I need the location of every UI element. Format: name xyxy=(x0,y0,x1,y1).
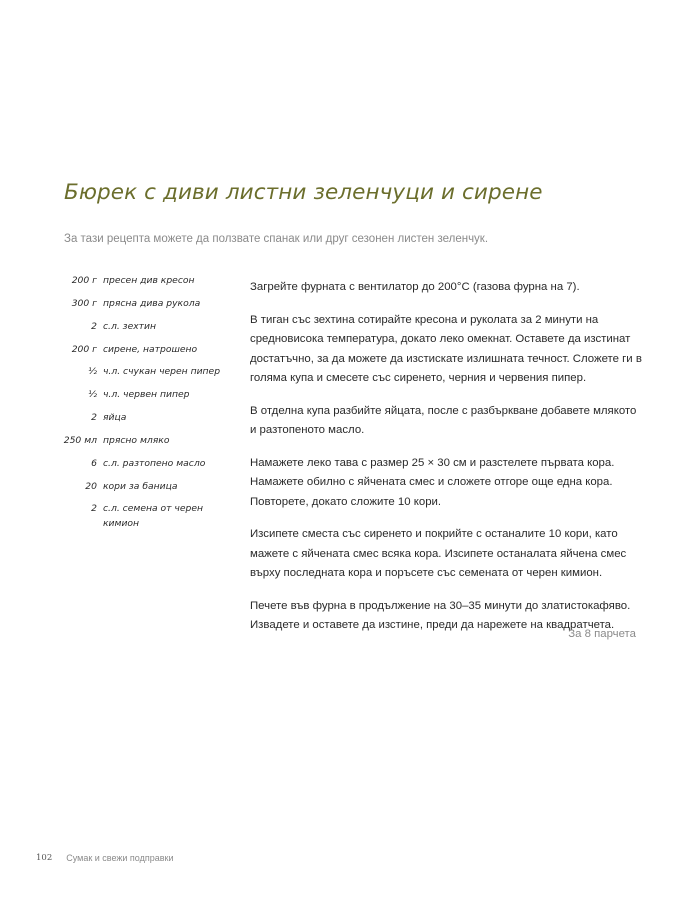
ingredients-list xyxy=(58,274,233,540)
ingredient-item xyxy=(58,365,233,379)
section-title: Сумак и свежи подправки xyxy=(66,853,174,863)
ingredient-quantity: 2 xyxy=(91,503,97,515)
ingredient-item xyxy=(58,343,233,357)
ingredient-quantity: 300 г xyxy=(71,297,97,309)
ingredient-item xyxy=(58,502,233,531)
ingredient-item xyxy=(58,457,233,471)
method-step: Загрейте фурната с вентилатор до 200°С (газова фурна на 7). xyxy=(250,281,580,293)
ingredient-quantity: 200 г xyxy=(71,343,97,355)
ingredient-name: с.л. зехтин xyxy=(103,320,156,332)
ingredient-quantity: 6 xyxy=(91,457,97,469)
ingredient-name: кори за баница xyxy=(103,480,178,492)
ingredient-item xyxy=(58,320,233,334)
servings-note: За 8 парчета xyxy=(568,628,636,640)
ingredient-item xyxy=(58,297,233,311)
page-number: 102 xyxy=(36,853,53,863)
recipe-intro: За тази рецепта можете да ползвате спанак или друг сезонен листен зеленчук. xyxy=(64,233,489,245)
ingredient-name: сирене, натрошено xyxy=(103,343,198,355)
method-step: Печете във фурна в продължение на 30–35 минути до златистокафяво. Извадете и оставете да изстине, преди да нарежете на квадратчета. xyxy=(250,599,631,631)
ingredient-name: с.л. семена от черен кимион xyxy=(103,503,203,529)
ingredient-name: прясна дива рукола xyxy=(103,297,201,309)
method-step: В тиган със зехтина сотирайте кресона и руколата за 2 минути на средновисока температура, докато леко омекнат. Оставете да изстинат достатъчно, за да можете да изстискате излишната течност. Сложете ги в голяма купа и смесете със сиренето, черния и червения пипер. xyxy=(250,313,642,384)
method-step: Намажете леко тава с размер 25 × 30 см и разстелете първата кора. Намажете обилно с яйчената смес и сложете отгоре още една кора. Повторете, докато сложите 10 кори. xyxy=(250,456,615,508)
ingredient-quantity: 200 г xyxy=(71,275,97,286)
ingredient-item xyxy=(58,434,233,448)
method-steps xyxy=(250,278,645,649)
ingredient-quantity: 20 xyxy=(85,480,97,492)
ingredient-name: ч.л. счукан черен пипер xyxy=(103,366,221,378)
ingredient-quantity: 250 мл xyxy=(63,434,97,446)
ingredient-name: ч.л. червен пипер xyxy=(103,389,190,401)
ingredient-name: прясно мляко xyxy=(103,434,170,446)
ingredient-quantity: ½ xyxy=(88,389,97,401)
ingredient-name: пресен див кресон xyxy=(103,275,195,286)
ingredient-item xyxy=(58,388,233,402)
page-footer xyxy=(36,853,174,863)
ingredient-quantity: 2 xyxy=(91,320,97,332)
ingredient-quantity: 2 xyxy=(91,412,97,424)
ingredient-name: с.л. разтопено масло xyxy=(103,457,206,469)
ingredient-item xyxy=(58,274,233,288)
method-step: В отделна купа разбийте яйцата, после с разбъркване добавете млякото и разтопеното масло. xyxy=(250,404,637,436)
recipe-title: Бюрек с диви листни зеленчуци и сирене xyxy=(64,180,543,205)
ingredient-name: яйца xyxy=(103,412,127,424)
ingredient-quantity: ½ xyxy=(88,366,97,378)
ingredient-item xyxy=(58,480,233,494)
ingredient-item xyxy=(58,411,233,425)
method-step: Изсипете сместа със сиренето и покрийте с останалите 10 кори, като мажете с яйчената смес всяка кора. Изсипете останалата яйчена смес върху последната кора и поръсете със семената от черен кимион. xyxy=(250,528,627,579)
